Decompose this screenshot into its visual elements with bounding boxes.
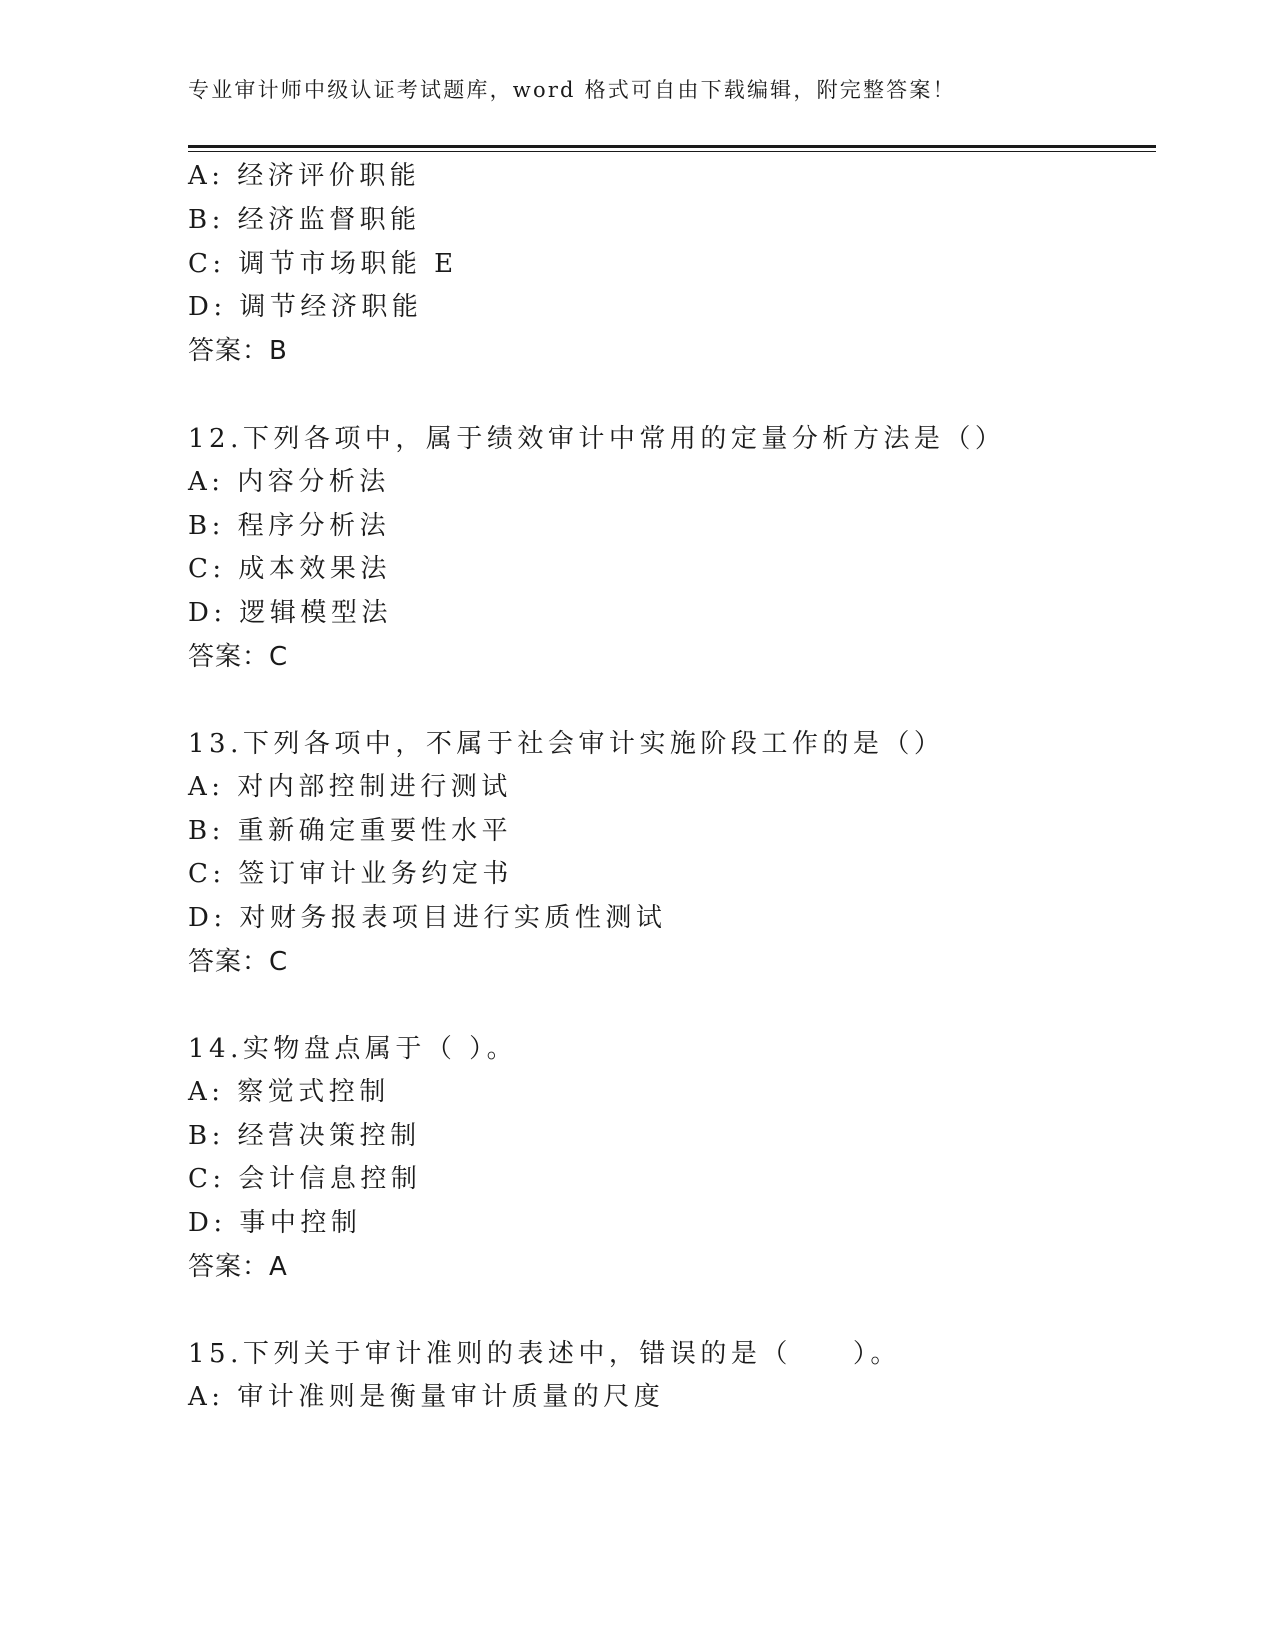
q14-option-b: B: 经营决策控制 [188, 1121, 421, 1151]
q13-option-c: C: 签订审计业务约定书 [188, 859, 513, 889]
q15-question: 15.下列关于审计准则的表述中，错误的是（ ）。 [188, 1339, 901, 1369]
q12-option-a: A: 内容分析法 [188, 467, 390, 497]
q14-option-a: A: 察觉式控制 [188, 1077, 390, 1107]
header-rule-thin [188, 151, 1156, 152]
q12-option-d: D: 逻辑模型法 [188, 598, 392, 628]
header-note: 专业审计师中级认证考试题库，word 格式可自由下载编辑，附完整答案！ [188, 78, 956, 102]
q12-answer: 答案：C [188, 642, 289, 672]
q13-answer: 答案：C [188, 947, 289, 977]
q11-option-c: C: 调节市场职能 E [188, 249, 458, 279]
header-rule-thick [188, 145, 1156, 148]
q14-answer: 答案：A [188, 1252, 288, 1282]
q14-option-c: C: 会计信息控制 [188, 1164, 422, 1194]
q11-option-d: D: 调节经济职能 [188, 292, 423, 322]
q11-option-a: A: 经济评价职能 [188, 161, 421, 191]
q14-question: 14.实物盘点属于（ ）。 [188, 1034, 518, 1064]
q12-option-c: C: 成本效果法 [188, 554, 391, 584]
q11-option-b: B: 经济监督职能 [188, 205, 421, 235]
q12-question: 12.下列各项中，属于绩效审计中常用的定量分析方法是（） [188, 424, 1006, 454]
q11-answer: 答案：B [188, 336, 288, 366]
q13-option-d: D: 对财务报表项目进行实质性测试 [188, 903, 667, 933]
q14-option-d: D: 事中控制 [188, 1208, 362, 1238]
q13-question: 13.下列各项中，不属于社会审计实施阶段工作的是（） [188, 729, 945, 759]
q12-option-b: B: 程序分析法 [188, 511, 391, 541]
q13-option-a: A: 对内部控制进行测试 [188, 772, 512, 802]
q13-option-b: B: 重新确定重要性水平 [188, 816, 513, 846]
q15-option-a: A: 审计准则是衡量审计质量的尺度 [188, 1382, 665, 1412]
